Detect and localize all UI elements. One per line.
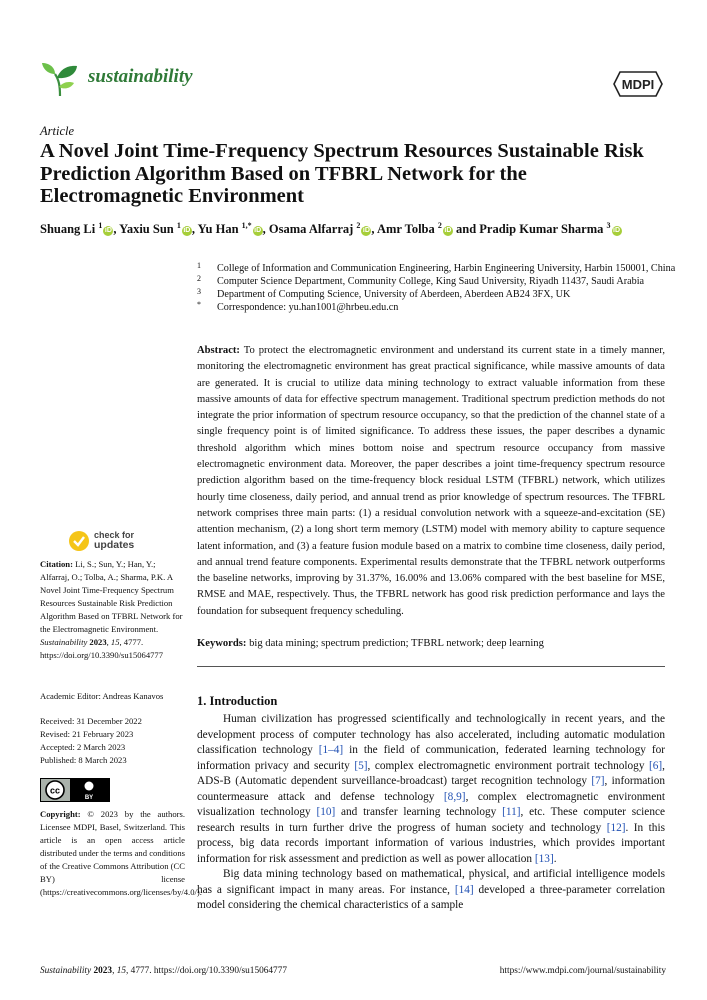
journal-name: sustainability bbox=[88, 66, 193, 87]
citation-ref-link[interactable]: [12] bbox=[606, 821, 626, 834]
citation-text: Li, S.; Sun, Y.; Han, Y.; Alfarraj, O.; Tolba, A.; Sharma, P.K. A Novel Joint Time-Frequency Spectrum Resources Sustainable Risk Prediction Algorithm Based on TFBRL Network for the Electromagnetic Environment. bbox=[40, 559, 183, 634]
citation-ref-link[interactable]: [1–4] bbox=[318, 744, 344, 756]
author-name: Amr Tolba bbox=[376, 222, 438, 237]
keywords bbox=[197, 638, 665, 649]
author-affiliation-sup: 2 bbox=[437, 221, 442, 230]
author-separator: , bbox=[262, 222, 269, 237]
orcid-icon[interactable]: iD bbox=[362, 227, 370, 235]
date-accepted: Accepted: 2 March 2023 bbox=[40, 742, 126, 752]
abstract-label: Abstract: bbox=[197, 345, 240, 356]
copyright-label: Copyright: bbox=[40, 809, 81, 819]
citation-ref-link[interactable]: [6] bbox=[648, 759, 663, 772]
paragraph-text: . In this process, big data records important information of various industries, which provides important information for risk assessment and prediction as well as power allocation bbox=[197, 821, 665, 865]
cc-by-license-icon[interactable] bbox=[40, 778, 110, 802]
citation-ref-link[interactable]: [10] bbox=[316, 806, 336, 818]
paragraph-text: developed a three-parameter correlation model considering the chemical characteristics of a sample bbox=[197, 883, 666, 911]
date-received: Received: 31 December 2022 bbox=[40, 716, 142, 726]
divider bbox=[197, 666, 665, 667]
intro-paragraph-2 bbox=[197, 867, 665, 914]
author-name: Osama Alfarraj bbox=[268, 222, 357, 237]
affiliation-text: Computer Science Department, Community College, King Saud University, Riyadh 11437, Saudi Arabia bbox=[217, 276, 645, 287]
author-list bbox=[40, 221, 680, 237]
keywords-label: Keywords: bbox=[197, 638, 247, 649]
author-name: Yaxiu Sun bbox=[119, 222, 177, 237]
affiliation-text: Correspondence: yu.han1001@hrbeu.edu.cn bbox=[217, 302, 399, 313]
intro-paragraph-1 bbox=[197, 712, 665, 867]
citation-volume: 15 bbox=[110, 637, 120, 647]
dates-block bbox=[40, 715, 185, 767]
author-affiliation-sup: 3 bbox=[606, 221, 611, 230]
affiliation-number: * bbox=[197, 300, 201, 309]
check-updates-line1: check for bbox=[94, 530, 135, 540]
citation-label: Citation: bbox=[40, 559, 73, 569]
orcid-icon[interactable]: iD bbox=[254, 227, 262, 235]
affiliation-number: 2 bbox=[197, 274, 201, 283]
author-affiliation-sup: 2 bbox=[356, 221, 361, 230]
article-type: Article bbox=[40, 124, 75, 138]
footer-doi[interactable]: , 4777. https://doi.org/10.3390/su15064777 bbox=[126, 966, 287, 976]
check-updates-icon bbox=[68, 530, 90, 552]
footer-volume: 15 bbox=[116, 966, 127, 976]
paragraph-text: and transfer learning technology bbox=[335, 806, 503, 818]
footer-year: 2023 bbox=[93, 966, 113, 976]
affiliation-text: Department of Computing Science, University of Aberdeen, Aberdeen AB24 3FX, UK bbox=[217, 289, 571, 300]
affiliations bbox=[197, 262, 677, 314]
paragraph-text: . bbox=[553, 852, 557, 865]
citation-ref-link[interactable]: [13] bbox=[534, 852, 554, 865]
affiliation-item bbox=[197, 288, 677, 301]
author-separator: and bbox=[452, 222, 480, 237]
footer-journal-url[interactable]: https://www.mdpi.com/journal/sustainability bbox=[499, 966, 666, 976]
affiliation-item bbox=[197, 301, 677, 314]
cc-logo-text: cc bbox=[49, 785, 61, 796]
affiliation-text: College of Information and Communication Engineering, Harbin Engineering University, Harbin 150001, China bbox=[217, 263, 676, 274]
orcid-icon[interactable]: iD bbox=[613, 227, 620, 235]
citation-ref-link[interactable]: [5] bbox=[354, 759, 368, 772]
citation-rest[interactable]: , 4777. https://doi.org/10.3390/su15064777 bbox=[40, 637, 164, 660]
citation-block: Citation: Li, S.; Sun, Y.; Han, Y.; Alfarraj, O.; Tolba, A.; Sharma, P.K. A Novel Joint Time-Frequency Spectrum Resources Sustainable Risk Prediction Algorithm Based on TFBRL Network for the Electromagnetic Environment. Sustainability 2023, 15, 4777. https://doi.org/10.3390/su15064777 bbox=[40, 559, 183, 660]
mdpi-logo-text: MDPI bbox=[621, 77, 655, 92]
introduction-body bbox=[197, 712, 665, 914]
copyright-block bbox=[40, 808, 202, 899]
keywords-text: big data mining; spectrum prediction; TFBRL network; deep learning bbox=[249, 638, 544, 649]
paragraph-text: , complex electromagnetic environment visualization technology bbox=[197, 790, 665, 818]
orcid-icon[interactable]: iD bbox=[104, 227, 112, 235]
orcid-icon[interactable]: iD bbox=[444, 227, 452, 235]
orcid-icon[interactable]: iD bbox=[183, 227, 191, 235]
author-separator: , bbox=[371, 222, 377, 237]
citation-ref-link[interactable]: [7] bbox=[591, 775, 605, 787]
paragraph-text: , complex electromagnetic environment portrait technology bbox=[367, 759, 649, 772]
author-affiliation-sup: 1 bbox=[98, 221, 103, 230]
abstract-text: To protect the electromagnetic environment and understand its current state in a timely manner, monitoring the electromagnetic environment has great practical significance, while massive amounts of data are generated. It is crucial to utilize data mining technology to extract valuable information from these massive amounts of data for effective spectrum management. Traditional spectrum prediction methods do not integrate the prior information of spectrum resource occupancy, so that the prediction of the channel state of a single frequency point is of limited significance. To address these issues, the paper describes a dynamic threshold algorithm which mines bottom noise and spectrum resource occupancy from massive electromagnetic environment data. Moreover, the paper describes a joint time-frequency spectrum resource prediction algorithm based on the time-frequency block residual LSTM (TFBRL) network, which utilizes hourly time closeness, daily period, and annual trend as prior knowledge of spectrum resources. The TFBRL network comprises three main parts: (1) a residual convolution network with a squeeze-and-excitation (SE) attention mechanism, (2) a long short term memory (LSTM) model with memory ability to capture sequence latent information, and (3) a feature fusion module based on a matrix to combine time closeness, daily period, and annual trend feature components. Experimental results demonstrate that the TFBRL network outperforms the baseline networks, improving by 31.37%, 16.00% and 13.06% compared with the best baseline for MSE, RMSE and MAE, respectively. Thus, the TFBRL network has good risk prediction performance and lays the foundation for subsequent frequency scheduling. bbox=[197, 345, 665, 617]
author-affiliation-sup: 1,* bbox=[241, 221, 252, 230]
paragraph-text: Human civilization has progressed scientifically and technologically in recent years, and the development process of computer technology has also accelerated, including automatic modulation classification technology bbox=[197, 713, 665, 756]
author-separator: , bbox=[113, 222, 120, 237]
footer-citation: Sustainability 2023, 15, 4777. https://doi.org/10.3390/su15064777 bbox=[40, 966, 287, 976]
affiliation-item bbox=[197, 262, 677, 275]
mdpi-logo-icon bbox=[612, 70, 664, 98]
citation-ref-link[interactable]: [14] bbox=[454, 883, 474, 896]
author-affiliation-sup: 1 bbox=[176, 221, 181, 230]
paragraph-text: Big data mining technology based on mathematical, physical, and artificial intelligence models has a significant impact in many areas. For instance, bbox=[197, 868, 665, 896]
footer-journal: Sustainability bbox=[40, 966, 92, 976]
citation-journal: Sustainability bbox=[40, 637, 88, 647]
paper-title: A Novel Joint Time-Frequency Spectrum Resources Sustainable Risk Prediction Algorithm Based on TFBRL Network for the Electromagnetic Environment bbox=[40, 140, 644, 207]
author-name: Shuang Li bbox=[40, 222, 99, 237]
date-published: Published: 8 March 2023 bbox=[40, 755, 127, 765]
paragraph-text: , etc. These computer science research results in turn further drive the progress of human society and technology bbox=[197, 806, 665, 834]
paragraph-text: , information countermeasure attack and defense technology bbox=[197, 775, 665, 803]
academic-editor: Academic Editor: Andreas Kanavos bbox=[40, 691, 164, 701]
citation-ref-link[interactable]: [11] bbox=[502, 806, 521, 818]
affiliation-number: 3 bbox=[197, 287, 201, 296]
paragraph-text: in the field of communication, federated learning technology for information privacy and security bbox=[197, 744, 665, 772]
affiliation-item bbox=[197, 275, 677, 288]
by-logo-text: BY bbox=[84, 795, 94, 801]
check-updates-line2: updates bbox=[94, 539, 135, 551]
author-separator: , bbox=[191, 222, 198, 237]
author-name: Yu Han bbox=[197, 222, 242, 237]
section-title: 1. Introduction bbox=[197, 694, 278, 708]
paragraph-text: , ADS-B (Automatic dependent surveillance-broadcast) target recognition technology bbox=[197, 759, 665, 787]
date-revised: Revised: 21 February 2023 bbox=[40, 729, 134, 739]
copyright-text: © 2023 by the authors. Licensee MDPI, Basel, Switzerland. This article is an open access article distributed under the terms and conditions of the Creative Commons Attribution (CC BY) license (https://creativecommons.org/licenses/by/4.0/). bbox=[40, 809, 202, 897]
citation-year: 2023 bbox=[89, 637, 107, 647]
citation-ref-link[interactable]: [8,9] bbox=[443, 790, 466, 803]
abstract bbox=[197, 343, 665, 620]
sprout-logo-icon bbox=[40, 60, 80, 98]
author-name: Pradip Kumar Sharma bbox=[479, 222, 607, 237]
affiliation-number: 1 bbox=[197, 261, 201, 270]
